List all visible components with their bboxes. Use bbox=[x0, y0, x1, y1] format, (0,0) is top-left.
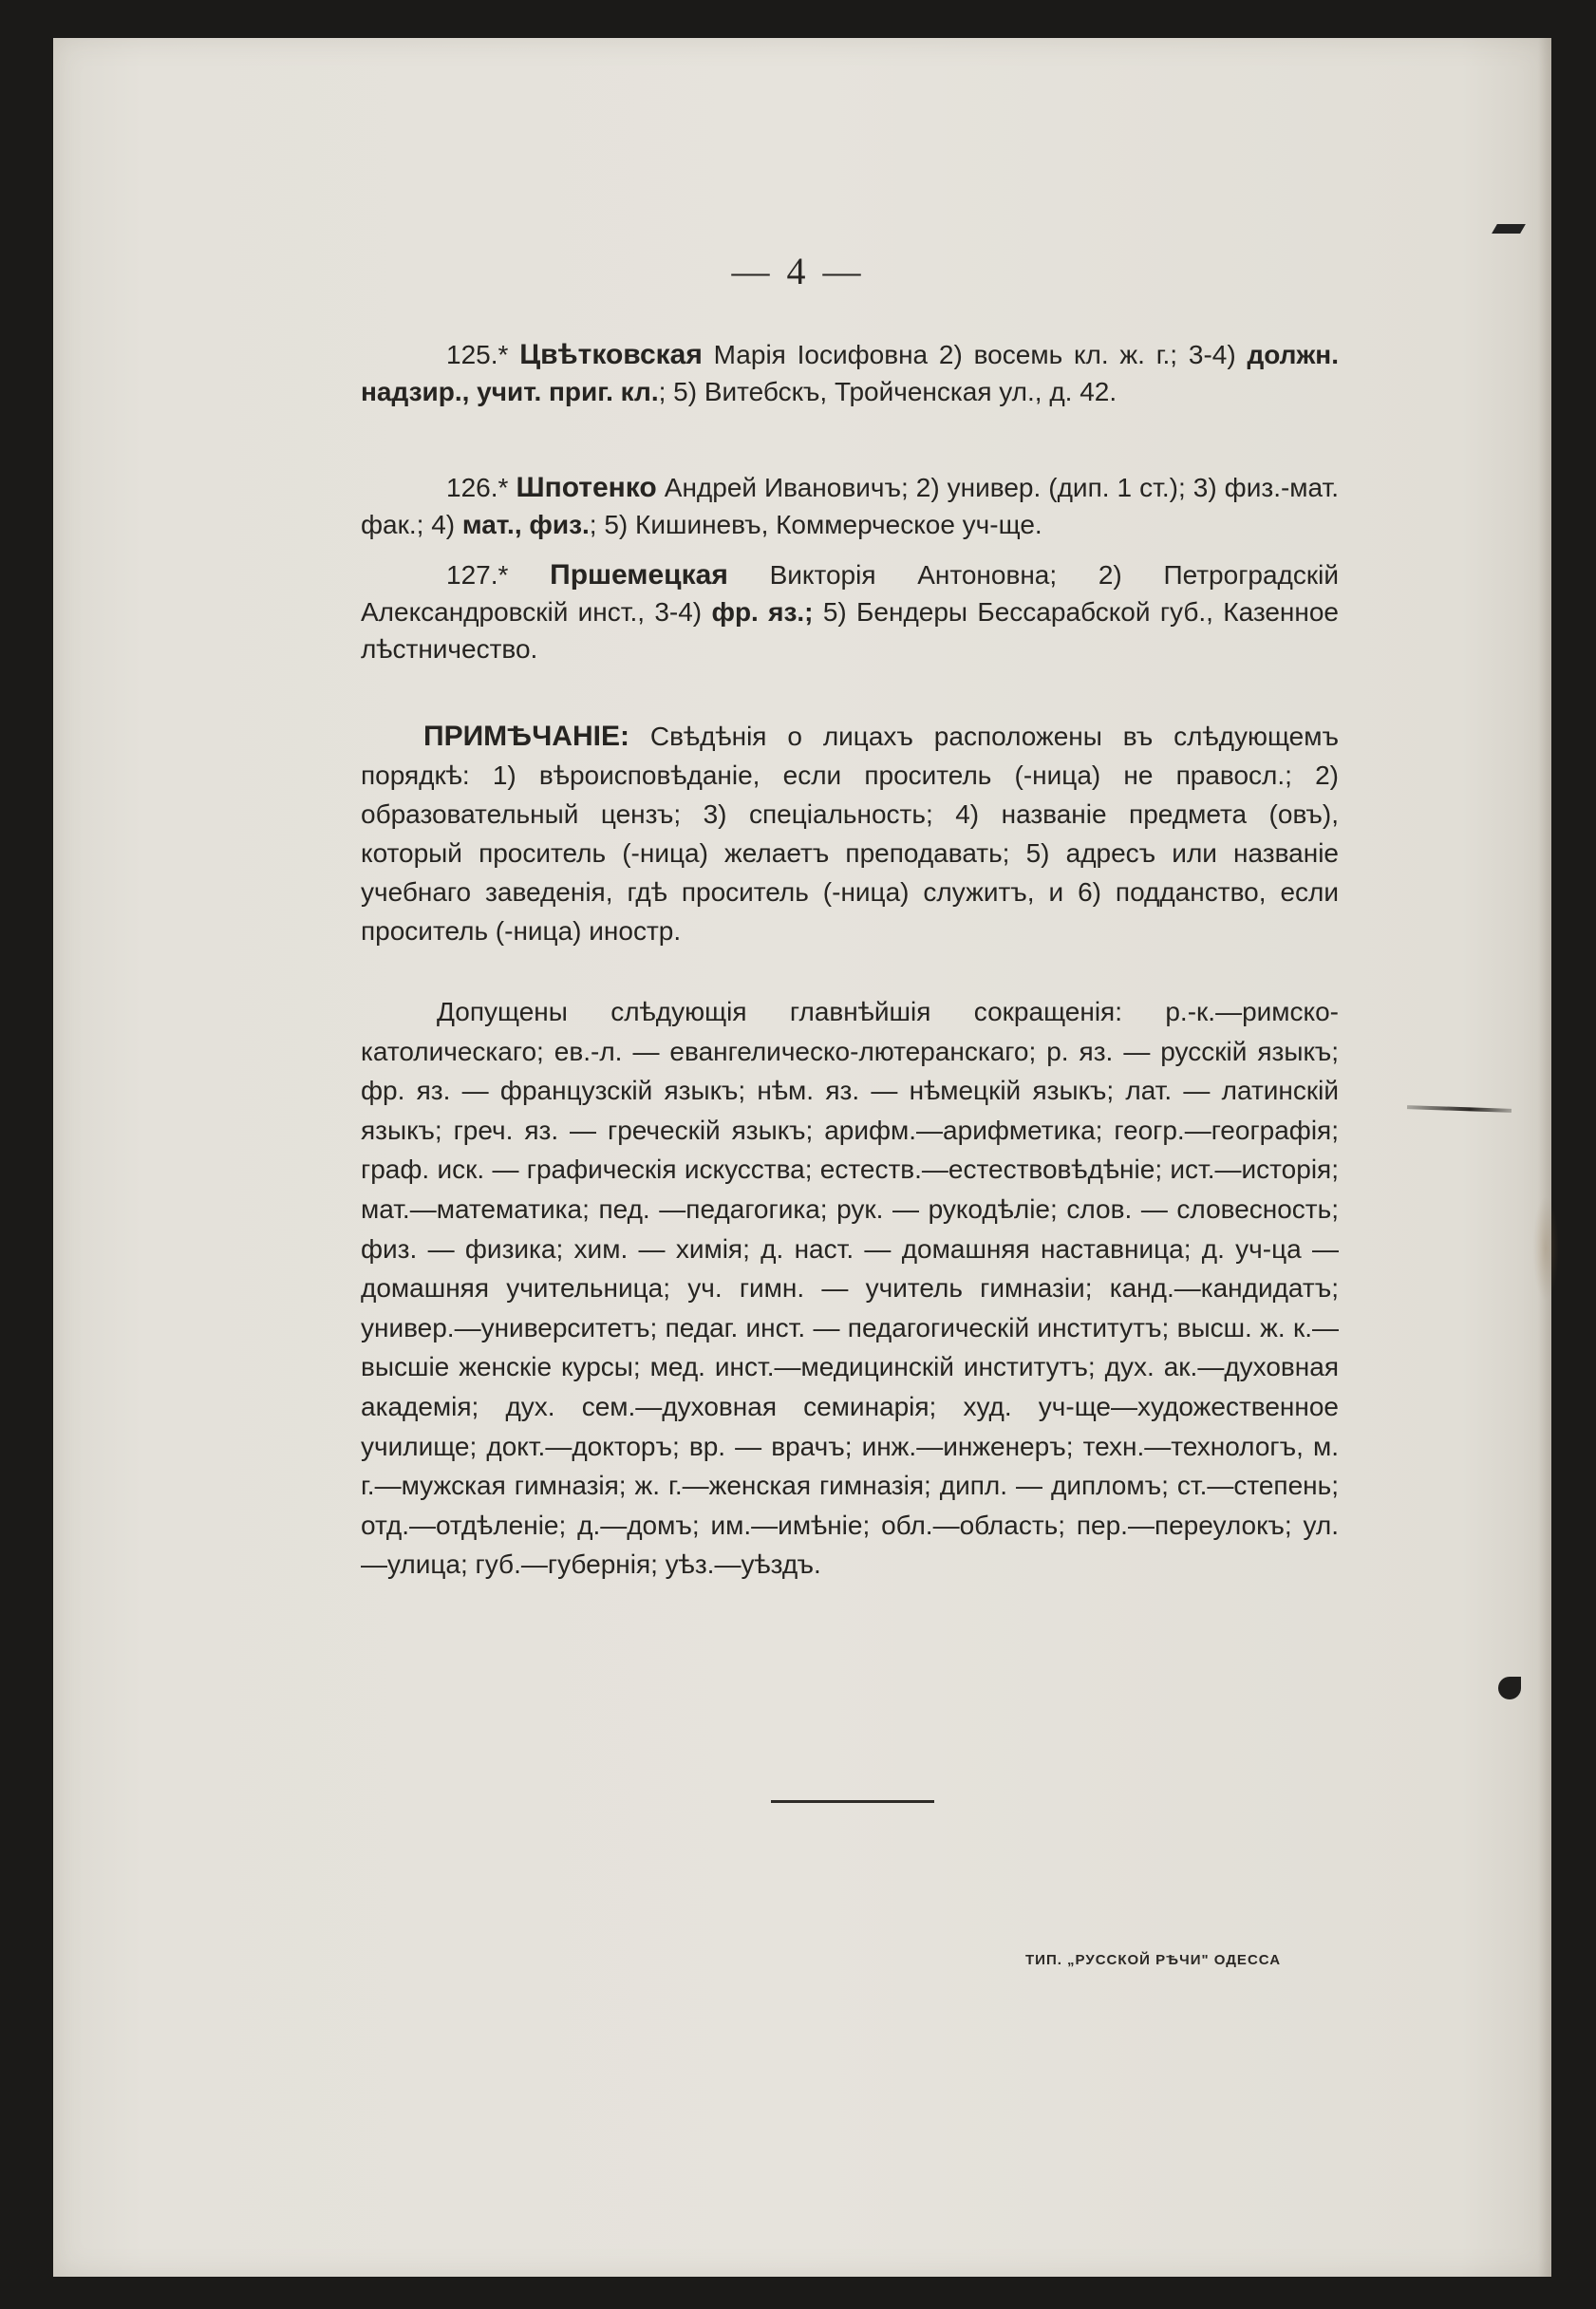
entry-surname: Шпотенко bbox=[516, 472, 657, 503]
entry-text: ; 5) Витебскъ, Тройченская ул., д. 42. bbox=[658, 377, 1117, 406]
entry-subject: фр. яз.; bbox=[711, 597, 814, 627]
printer-imprint: ТИП. „РУССКОЙ РѢЧИ" ОДЕССА bbox=[1025, 1952, 1282, 1968]
abbreviations-paragraph: Допущены слѣдующія главнѣйшія сокращенія: р.-к.—римско-католическаго; ев.-л. — евангелическо-лютеранскаго; р. яз. — русскій языкъ; фр. яз. — французскій языкъ; нѣм. яз. — нѣмецкій языкъ; лат. — латинскій языкъ; греч. яз. — греческій языкъ; арифм.—арифметика; геогр.—географія; граф. иск. — графическія искусства; естеств.—естествовѣдѣніе; ист.—исторія; мат.—математика; пед. —педагогика; рук. — рукодѣліе; слов. — словесность; физ. — физика; хим. — химія; д. наст. — домашняя наставница; д. уч-ца — домашняя учительница; уч. гимн. — учитель гимназіи; канд.—кандидатъ; универ.—университетъ; педаг. инст. — педагогическій институтъ; высш. ж. к.—высшіе женскіе курсы; мед. инст.—медицинскій институтъ; дух. ак.—духовная академія; дух. сем.—духовная семинарія; худ. уч-ще—художественное училище; докт.—докторъ; вр. — врачъ; инж.—инженеръ; техн.—технологъ, м. г.—мужская гимназія; ж. г.—женская гимназія; дипл. — дипломъ; ст.—степень; отд.—отдѣленіе; д.—домъ; им.—имѣніе; обл.—область; пер.—переулокъ; ул.—улица; губ.—губернія; уѣз.—уѣздъ. bbox=[361, 997, 1339, 1580]
entry-text: ; 5) Кишиневъ, Коммерческое уч-ще. bbox=[589, 510, 1042, 539]
entry-number: 125.* bbox=[446, 340, 509, 369]
entry-text: Андрей Ивановичъ; 2) универ. (дип. 1 ст.); 3) физ.-мат. фак.; 4) bbox=[361, 473, 1340, 539]
note-label: ПРИМѢЧАНІЕ: bbox=[423, 721, 629, 752]
entry-text: Марія Іосифовна 2) восемь кл. ж. г.; 3-4) bbox=[713, 340, 1236, 369]
entry-text: 5) Бендеры Бессарабской губ., Казенное лѣстничество. bbox=[361, 597, 1339, 664]
entry-number: 127.* bbox=[446, 560, 509, 590]
entry-text: Викторія Антоновна; 2) Петроградскій Александровскій инст., 3-4) bbox=[361, 560, 1340, 627]
entry-number: 126.* bbox=[446, 473, 509, 502]
entry-surname: Цвѣтковская bbox=[519, 339, 703, 370]
note-paragraph bbox=[361, 717, 1339, 950]
binding-mark bbox=[1498, 1677, 1521, 1699]
entry-125 bbox=[361, 336, 1339, 410]
entry-126 bbox=[361, 469, 1339, 543]
entry-subject: должн. надзир., учит. приг. кл. bbox=[361, 340, 1339, 406]
note-text: Свѣдѣнія о лицахъ расположены въ слѣдующемъ порядкѣ: 1) вѣроисповѣданіе, если проситель (-ница) не правосл.; 2) образовательный цензъ; 3) спеціальность; 4) названіе предмета (овъ), который проситель (-ница) желаетъ преподавать; 5) адресъ или названіе учебнаго заведенія, гдѣ проситель (-ница) служитъ, и 6) подданство, если проситель (-ница) иностр. bbox=[361, 722, 1339, 946]
closing-rule bbox=[771, 1800, 934, 1803]
binding-mark bbox=[1492, 224, 1526, 234]
entry-subject: мат., физ. bbox=[461, 510, 590, 539]
entry-127 bbox=[361, 556, 1339, 667]
entry-surname: Пршемецкая bbox=[550, 559, 728, 591]
page-number: — 4 — bbox=[731, 250, 865, 292]
paper-stain bbox=[1532, 1196, 1559, 1301]
